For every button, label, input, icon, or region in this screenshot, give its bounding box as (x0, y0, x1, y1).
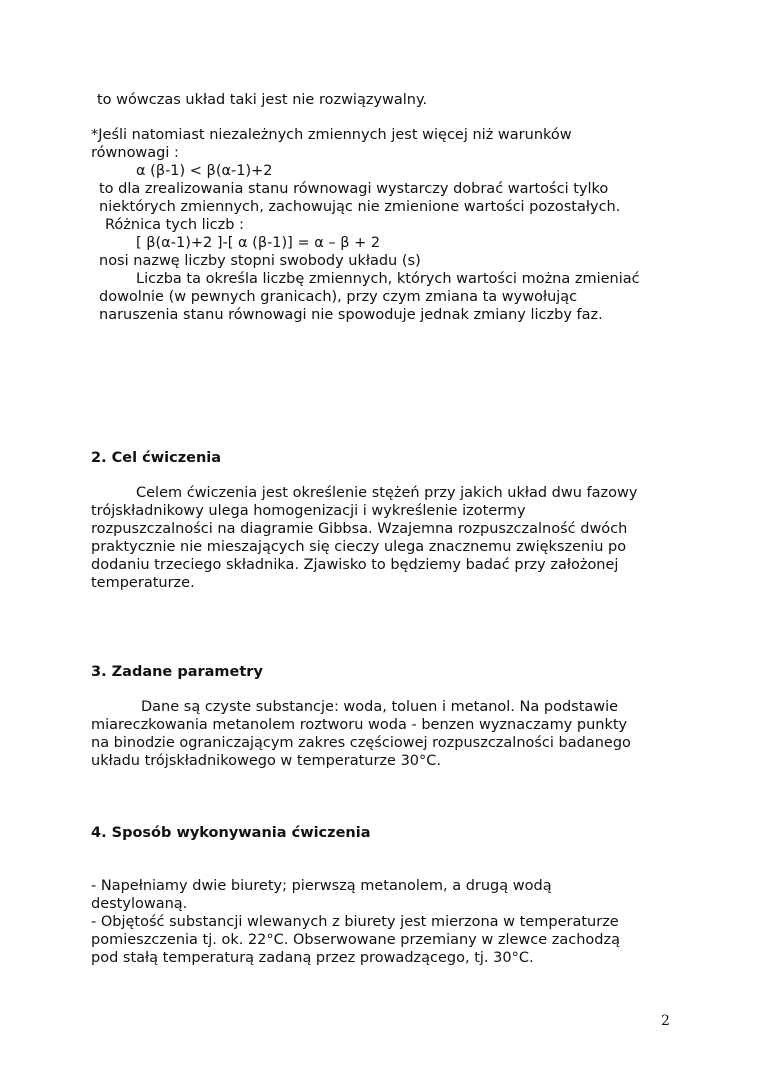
text-line: *Jeśli natomiast niezależnych zmiennych jest więcej niż warunków (91, 127, 572, 143)
text-line: - Objętość substancji wlewanych z biurety jest mierzona w temperaturze (91, 914, 619, 930)
text-line: miareczkowania metanolem roztworu woda - benzen wyznaczamy punkty (91, 717, 628, 733)
text-line: - Napełniamy dwie biurety; pierwszą metanolem, a drugą wodą (91, 878, 552, 894)
text-line: niektórych zmiennych, zachowując nie zmienione wartości pozostałych. (99, 199, 621, 215)
section-heading-zadane-parametry: 3. Zadane parametry (91, 664, 263, 680)
text-line: równowagi : (91, 145, 179, 161)
section-heading-sposob-wykonywania: 4. Sposób wykonywania ćwiczenia (91, 825, 371, 841)
text-line: Dane są czyste substancje: woda, toluen i metanol. Na podstawie (141, 699, 619, 715)
text-line: rozpuszczalności na diagramie Gibbsa. Wzajemna rozpuszczalność dwóch (91, 521, 628, 537)
text-line: Liczba ta określa liczbę zmiennych, których wartości można zmieniać (136, 271, 640, 287)
section-heading-cel-cwiczenia: 2. Cel ćwiczenia (91, 450, 222, 466)
page-number: 2 (661, 1013, 670, 1029)
text-line: dodaniu trzeciego składnika. Zjawisko to będziemy badać przy założonej (91, 557, 619, 573)
text-line: to dla zrealizowania stanu równowagi wystarczy dobrać wartości tylko (99, 181, 609, 197)
text-line: temperaturze. (91, 575, 195, 591)
text-line: pomieszczenia tj. ok. 22°C. Obserwowane przemiany w zlewce zachodzą (91, 932, 620, 948)
text-line: trójskładnikowy ulega homogenizacji i wykreślenie izotermy (91, 503, 526, 519)
text-line: Celem ćwiczenia jest określenie stężeń przy jakich układ dwu fazowy (136, 485, 638, 501)
text-line: Różnica tych liczb : (105, 217, 244, 233)
text-line: pod stałą temperaturą zadaną przez prowadzącego, tj. 30°C. (91, 950, 534, 966)
text-line: destylowaną. (91, 896, 188, 912)
text-line: praktycznie nie mieszających się cieczy ulega znacznemu zwiększeniu po (91, 539, 627, 555)
text-line: naruszenia stanu równowagi nie spowoduje jednak zmiany liczby faz. (99, 307, 603, 323)
difference-formula: [ β(α-1)+2 ]-[ α (β-1)] = α – β + 2 (136, 235, 381, 251)
text-line: układu trójskładnikowego w temperaturze 30°C. (91, 753, 442, 769)
inequality-formula: α (β-1) < β(α-1)+2 (136, 163, 273, 179)
text-line: dowolnie (w pewnych granicach), przy czym zmiana ta wywołując (99, 289, 578, 305)
text-line: nosi nazwę liczby stopni swobody układu (s) (99, 253, 421, 269)
text-line: to wówczas układ taki jest nie rozwiązywalny. (97, 92, 428, 108)
text-line: na binodzie ograniczającym zakres częściowej rozpuszczalności badanego (91, 735, 631, 751)
